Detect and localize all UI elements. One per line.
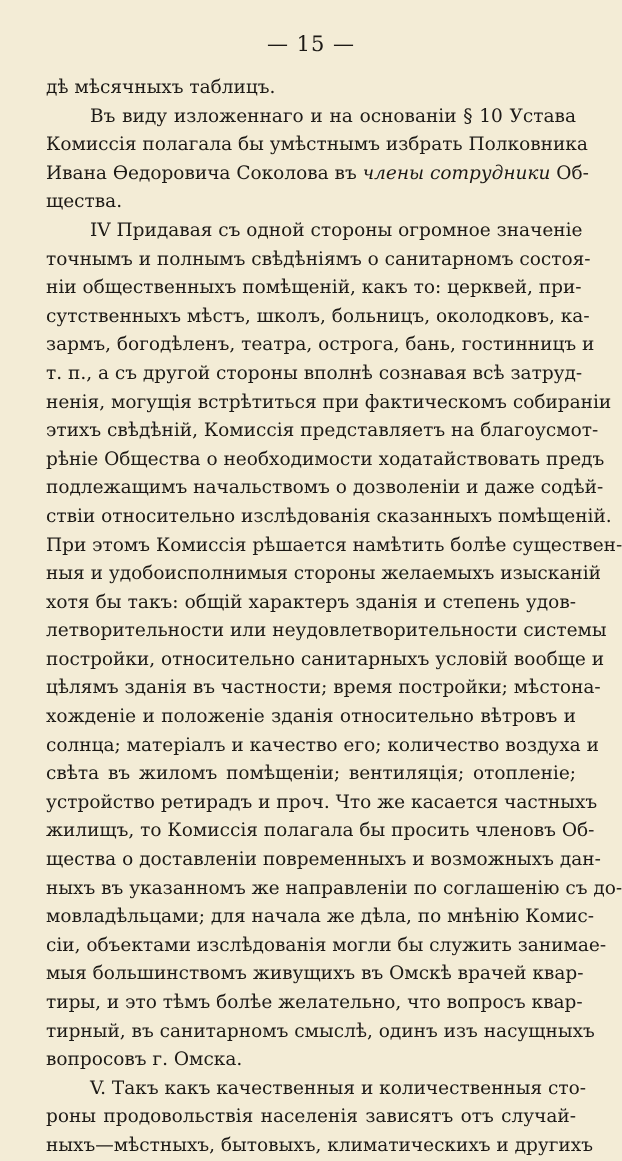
text-line-content: точнымъ и полнымъ свѣдѣніямъ о санитарномъ состоя- <box>46 248 591 270</box>
text-line <box>46 875 622 904</box>
text-line <box>46 617 607 646</box>
text-line-content: зармъ, богодѣленъ, театра, острога, бань, гостинницъ и <box>46 334 595 356</box>
text-line <box>46 846 601 875</box>
page-number: — 15 — <box>266 32 356 56</box>
text-line <box>46 532 622 561</box>
text-line-content: ніи общественныхъ помѣщеній, какъ то: церквей, при- <box>46 277 582 299</box>
text-line <box>46 389 612 418</box>
text-line-content: хотя бы такъ: общій характеръ зданія и степень удов- <box>46 591 576 613</box>
text-line <box>46 703 576 732</box>
text-line <box>46 503 612 532</box>
text-line-content: щества о доставленіи повременныхъ и возможныхъ дан- <box>46 849 601 871</box>
text-line <box>46 331 595 360</box>
text-line <box>46 989 583 1018</box>
text-line-content: вопросовъ г. Омска. <box>46 1049 243 1071</box>
text-line-content: Комиссія полагала бы умѣстнымъ избрать Полковника <box>46 134 588 156</box>
text-line <box>46 417 599 446</box>
text-line <box>46 74 576 103</box>
text-line <box>46 188 576 217</box>
text-line-content: цѣлямъ зданія въ частности; время постройки; мѣстона- <box>46 677 601 699</box>
text-line <box>46 589 576 618</box>
text-line <box>46 789 598 818</box>
text-line-content: летворительности или неудовлетворительности системы <box>46 620 607 642</box>
text-line <box>46 246 591 275</box>
text-line <box>46 903 595 932</box>
text-line-content: устройство ретирадъ и проч. Что же касается частныхъ <box>46 791 598 813</box>
text-line <box>46 274 582 303</box>
text-line-content: При этомъ Комиссія рѣшается намѣтить болѣе существен- <box>46 534 622 556</box>
text-line <box>46 732 599 761</box>
text-line <box>46 160 589 189</box>
text-line-content: сіи, объектами изслѣдованія могли бы служить занимае- <box>46 934 607 956</box>
text-line-content: этихъ свѣдѣній, Комиссія представляетъ на благоусмот- <box>46 420 599 442</box>
text-line-content: Въ виду изложеннаго и на основаніи § 10 Устава <box>90 105 576 127</box>
text-line-content: ненія, могущія встрѣтиться при фактическомъ собираніи <box>46 391 612 413</box>
text-line-content: мовладѣльцами; для начала же дѣла, по мнѣнію Комис- <box>46 906 595 928</box>
text-line <box>46 360 583 389</box>
text-line-content: тиры, и это тѣмъ болѣе желательно, что вопросъ квар- <box>46 992 583 1013</box>
text-line <box>46 674 601 703</box>
text-line-content: жилищъ, то Комиссія полагала бы просить членовъ Об- <box>46 820 595 842</box>
text-line-content: роны продовольствія населенія зависятъ отъ случай- <box>46 1106 576 1128</box>
body-text <box>46 74 622 1161</box>
text-line <box>46 646 605 675</box>
text-line <box>46 960 584 989</box>
text-line-content: ствіи относительно изслѣдованія сказанныхъ помѣщеній. <box>46 505 612 527</box>
text-line-content: V. Такъ какъ качественныя и количественныя сто- <box>90 1077 586 1099</box>
text-line-content: ныя и удобоисполнимыя стороны желаемыхъ изысканій <box>46 563 601 585</box>
text-line <box>46 217 583 246</box>
text-line-content: Ивана Ѳедоровича Соколова въ <box>46 162 357 184</box>
text-line-content: дѣ мѣсячныхъ таблицъ. <box>46 77 276 98</box>
text-line-content: тирный, въ санитарномъ смыслѣ, одинъ изъ насущныхъ <box>46 1020 595 1042</box>
text-line-content: постройки, относительно санитарныхъ условій вообще и <box>46 648 605 670</box>
text-line <box>46 1103 576 1132</box>
text-line <box>46 560 601 589</box>
text-line <box>46 1018 595 1047</box>
italic-phrase: члены сотрудники <box>362 162 551 184</box>
text-line <box>46 446 605 475</box>
text-line-content: рѣніе Общества о необходимости ходатайствовать предъ <box>46 448 605 470</box>
text-line <box>46 131 588 160</box>
text-line-content: мыя большинствомъ живущихъ въ Омскѣ врачей квар- <box>46 963 584 985</box>
text-line-content: хожденіе и положеніе зданія относительно вѣтровъ и <box>46 706 576 728</box>
text-line-content: т. п., а съ другой стороны вполнѣ сознавая всѣ затруд- <box>46 362 583 384</box>
text-line <box>46 1075 586 1104</box>
text-line-content: солнца; матеріалъ и качество его; количество воздуха и <box>46 734 599 756</box>
text-line <box>46 932 607 961</box>
text-line <box>46 817 595 846</box>
text-line-content: свѣта въ жиломъ помѣщеніи; вентиляція; отопленіе; <box>46 763 576 785</box>
text-line <box>46 303 590 332</box>
text-line <box>46 103 576 132</box>
text-line <box>46 1046 576 1075</box>
text-line-content: подлежащимъ начальствомъ о дозволеніи и даже содѣй- <box>46 477 604 499</box>
text-line-content: IV Придавая съ одной стороны огромное значеніе <box>90 219 583 241</box>
text-line-content: ныхъ въ указанномъ же направленіи по соглашенію съ до- <box>46 877 622 899</box>
text-line-content: сутственныхъ мѣстъ, школъ, больницъ, околодковъ, ка- <box>46 305 590 327</box>
text-line-content: щества. <box>46 191 123 213</box>
text-line-content: ныхъ—мѣстныхъ, бытовыхъ, климатическихъ и другихъ <box>46 1134 593 1156</box>
text-line <box>46 760 576 789</box>
text-line <box>46 1132 593 1161</box>
text-line-tail: Об- <box>556 162 589 184</box>
text-line <box>46 474 604 503</box>
